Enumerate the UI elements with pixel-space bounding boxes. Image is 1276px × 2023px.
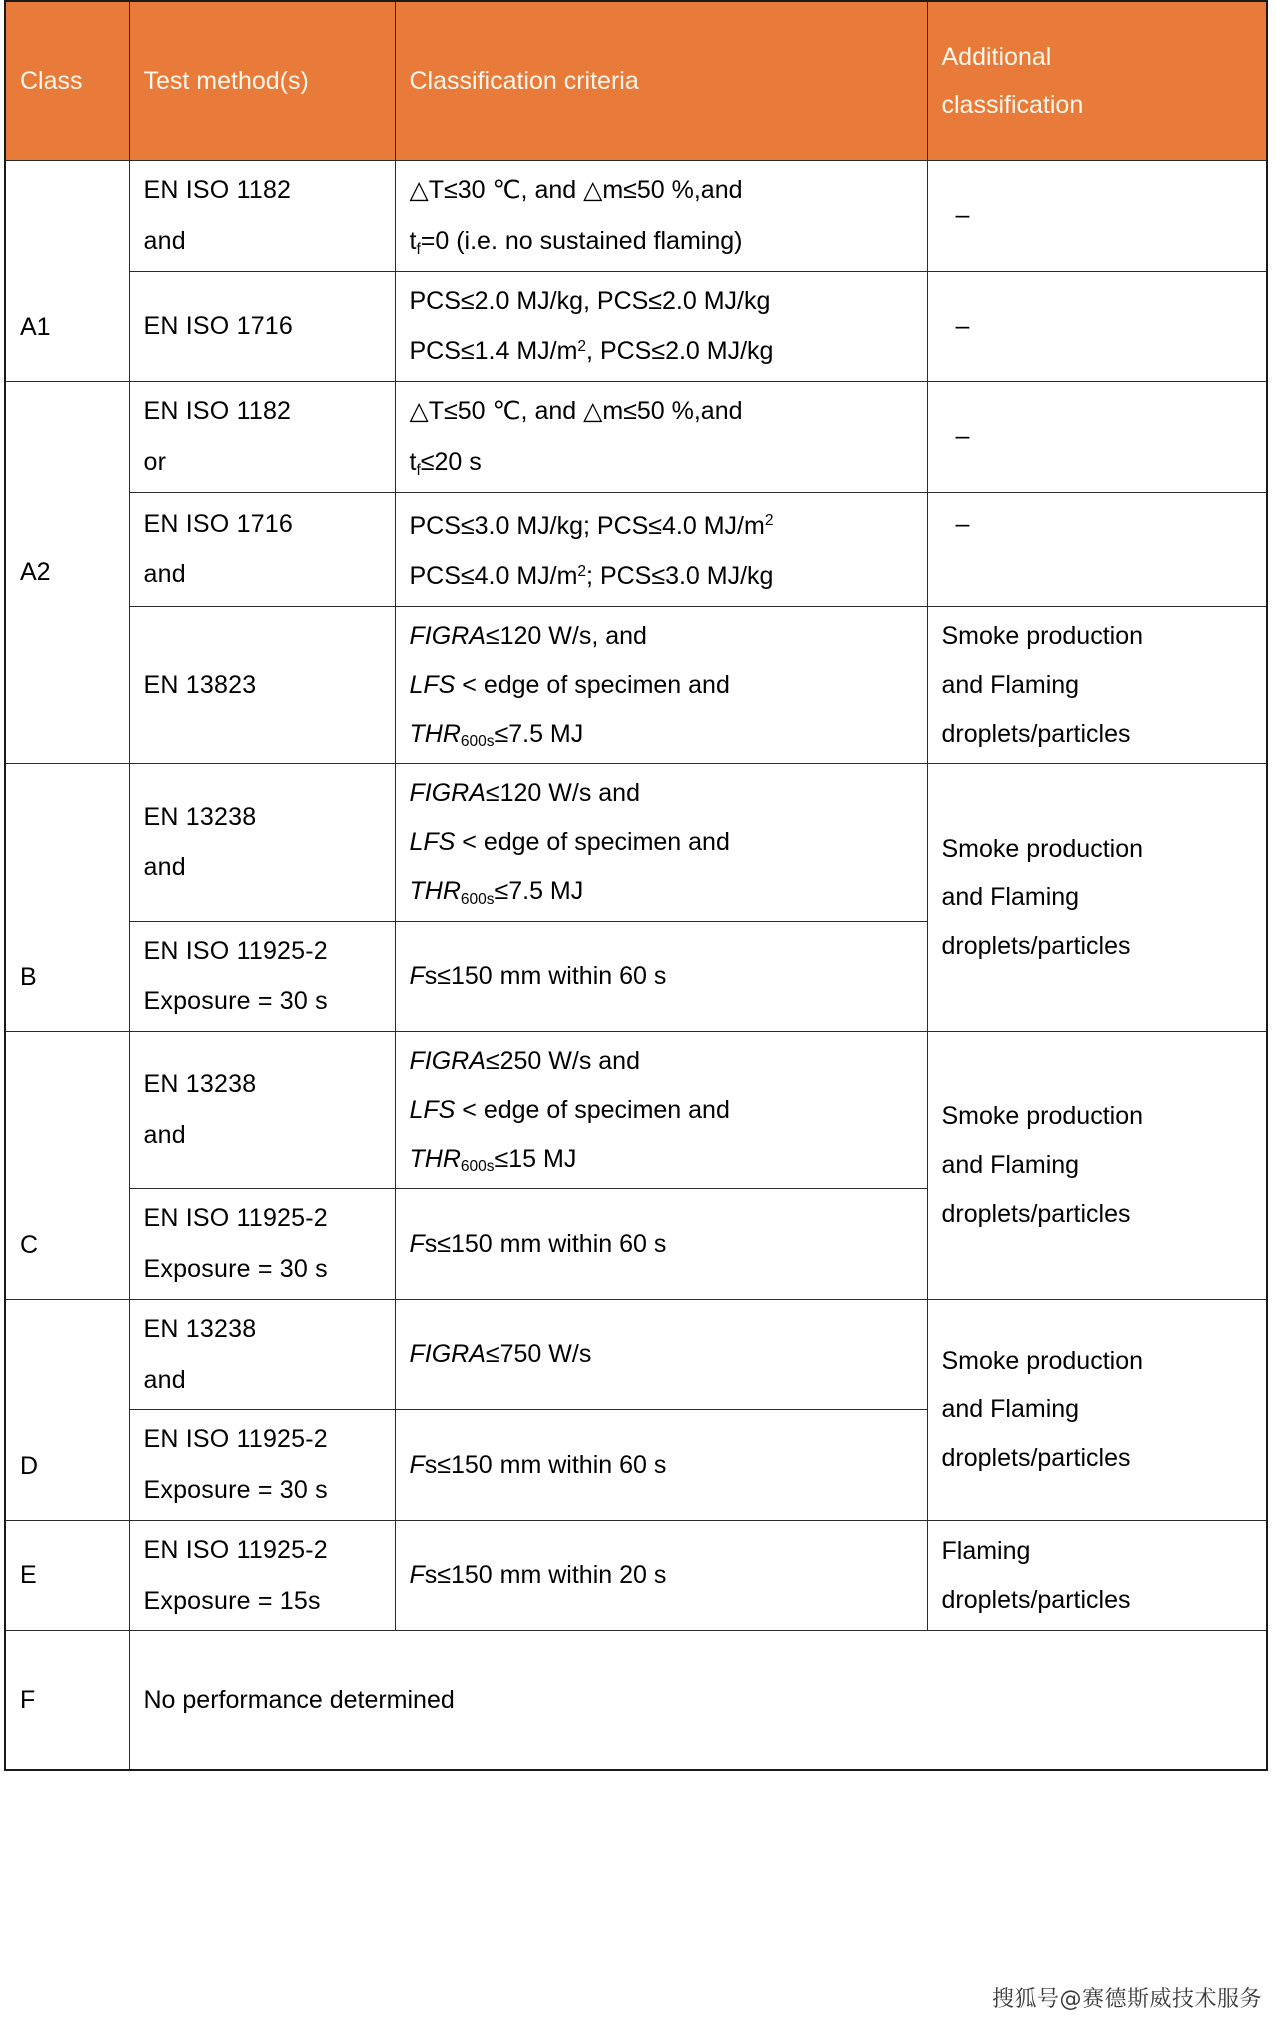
test-method-cell	[129, 1520, 395, 1631]
method-line: and	[143, 853, 186, 882]
test-method-cell	[129, 492, 395, 607]
test-method-cell	[129, 1189, 395, 1300]
additional-line: Smoke production	[941, 622, 1144, 650]
class-label-e: E	[5, 1520, 129, 1631]
additional-line: Smoke production	[941, 834, 1144, 863]
criteria-cell	[395, 764, 927, 921]
criteria-line: Fs≤150 mm within 60 s	[409, 961, 667, 990]
method-line: Exposure = 30 s	[143, 1476, 328, 1504]
criteria-line: $t_f=0$ (i.e. no sustained flaming)	[409, 226, 743, 258]
method-line: Exposure = 30 s	[143, 1255, 328, 1283]
method-line: EN 13238	[143, 1070, 257, 1099]
criteria-cell	[395, 161, 927, 272]
criteria-cell	[395, 1189, 927, 1300]
criteria-cell	[395, 921, 927, 1032]
method-line: or	[143, 447, 167, 476]
additional-line: droplets/particles	[941, 1199, 1131, 1228]
criteria-line: LFS < edge of specimen and	[409, 1095, 730, 1124]
method-line: EN ISO 1716	[143, 509, 294, 538]
additional-line: and Flaming	[941, 670, 1080, 699]
additional-line: droplets/particles	[941, 932, 1131, 960]
criteria-line: FIGRA≤250 W/s and	[409, 1047, 640, 1075]
criteria-line: FIGRA≤120 W/s, and	[409, 622, 647, 650]
class-label-b: B	[5, 764, 129, 1032]
additional-line: droplets/particles	[941, 1444, 1131, 1473]
table-row	[5, 271, 1267, 382]
test-method-cell	[129, 271, 395, 382]
criteria-line: PCS≤3.0 MJ/kg; PCS≤4.0 $MJ/m^2$	[409, 511, 774, 540]
additional-classification-cell	[927, 764, 1267, 1032]
table-row	[5, 382, 1267, 493]
additional-classification-cell: –	[927, 382, 1267, 493]
no-performance-determined-cell: No performance determined	[129, 1631, 1267, 1771]
criteria-line: LFS < edge of specimen and	[409, 670, 730, 699]
criteria-cell	[395, 1032, 927, 1189]
table-row	[5, 1520, 1267, 1631]
table-row	[5, 492, 1267, 607]
method-line: EN ISO 1716	[143, 311, 294, 340]
header-classification-criteria: Classification criteria	[395, 1, 927, 161]
table-body	[5, 161, 1267, 1771]
additional-classification-cell	[927, 1299, 1267, 1520]
additional-classification-cell	[927, 607, 1267, 764]
method-line: EN 13823	[143, 670, 257, 699]
criteria-cell	[395, 271, 927, 382]
criteria-line: FIGRA≤120 W/s and	[409, 779, 640, 808]
test-method-cell	[129, 1410, 395, 1521]
additional-classification-cell: –	[927, 492, 1267, 607]
criteria-line: △T≤30 ℃, and △m≤50 %,and	[409, 176, 743, 204]
method-line: EN ISO 1182	[143, 176, 292, 204]
additional-line: and Flaming	[941, 1151, 1080, 1179]
criteria-line: $t_f\le 20$ s	[409, 447, 482, 479]
criteria-cell	[395, 1299, 927, 1410]
criteria-line: Fs≤150 mm within 20 s	[409, 1561, 667, 1590]
method-line: EN ISO 11925-2	[143, 1204, 328, 1233]
criteria-cell	[395, 382, 927, 493]
table-row	[5, 1631, 1267, 1771]
table-row	[5, 764, 1267, 921]
method-line: and	[143, 226, 186, 255]
additional-classification-cell	[927, 1032, 1267, 1300]
class-label-c: C	[5, 1032, 129, 1300]
method-line: Exposure = 30 s	[143, 987, 328, 1016]
header-additional-classification	[927, 1, 1267, 161]
criteria-line: Fs≤150 mm within 60 s	[409, 1450, 667, 1479]
additional-line: Flaming	[941, 1536, 1031, 1565]
method-line: EN ISO 11925-2	[143, 936, 328, 965]
class-label-a2: A2	[5, 382, 129, 764]
method-line: EN ISO 1182	[143, 397, 292, 425]
criteria-cell	[395, 1520, 927, 1631]
criteria-line: $THR_{600s}\le 7.5$ MJ	[409, 876, 584, 908]
additional-line: droplets/particles	[941, 719, 1131, 748]
criteria-line: Fs≤150 mm within 60 s	[409, 1229, 667, 1258]
additional-line: Smoke production	[941, 1346, 1144, 1375]
test-method-cell	[129, 764, 395, 921]
test-method-cell	[129, 382, 395, 493]
criteria-line: LFS < edge of specimen and	[409, 828, 730, 856]
header-test-method: Test method(s)	[129, 1, 395, 161]
class-label-d: D	[5, 1299, 129, 1520]
criteria-cell	[395, 607, 927, 764]
criteria-cell	[395, 1410, 927, 1521]
table-row	[5, 607, 1267, 764]
method-line: EN ISO 11925-2	[143, 1535, 328, 1564]
criteria-line: PCS≤1.4 $MJ/m^2$, PCS≤2.0 MJ/kg	[409, 337, 774, 366]
method-line: and	[143, 1365, 186, 1394]
criteria-cell	[395, 492, 927, 607]
table-row	[5, 1299, 1267, 1410]
test-method-cell	[129, 1032, 395, 1189]
table-row	[5, 161, 1267, 272]
header-additional-line-2: classification	[941, 91, 1084, 119]
additional-classification-cell: –	[927, 161, 1267, 272]
additional-classification-cell	[927, 1520, 1267, 1631]
class-label-a1: A1	[5, 161, 129, 382]
test-method-cell	[129, 161, 395, 272]
additional-classification-cell: –	[927, 271, 1267, 382]
header-row	[5, 1, 1267, 161]
method-line: and	[143, 560, 186, 589]
additional-line: Smoke production	[941, 1102, 1144, 1131]
class-label-f: F	[5, 1631, 129, 1771]
test-method-cell	[129, 921, 395, 1032]
method-line: EN 13238	[143, 802, 257, 831]
additional-line: and Flaming	[941, 1395, 1080, 1424]
additional-line: droplets/particles	[941, 1585, 1131, 1614]
criteria-line: $THR_{600s}\le 15$ MJ	[409, 1144, 577, 1176]
criteria-line: △T≤50 ℃, and △m≤50 %,and	[409, 397, 743, 425]
method-line: and	[143, 1121, 186, 1150]
table-header	[5, 1, 1267, 161]
fire-classification-table	[4, 0, 1268, 1771]
test-method-cell	[129, 607, 395, 764]
criteria-line: PCS≤2.0 MJ/kg, PCS≤2.0 MJ/kg	[409, 286, 771, 315]
watermark-text: 搜狐号@赛德斯威技术服务	[991, 1987, 1262, 2012]
header-class: Class	[5, 1, 129, 161]
criteria-line: FIGRA≤750 W/s	[409, 1340, 592, 1369]
method-line: EN ISO 11925-2	[143, 1425, 328, 1454]
test-method-cell	[129, 1299, 395, 1410]
criteria-line: PCS≤4.0 $MJ/m^2$; PCS≤3.0 MJ/kg	[409, 562, 774, 591]
method-line: Exposure = 15s	[143, 1586, 321, 1615]
criteria-line: $THR_{600s}\le 7.5$ MJ	[409, 719, 584, 751]
table-row	[5, 1032, 1267, 1189]
header-additional-line-1: Additional	[941, 42, 1052, 71]
method-line: EN 13238	[143, 1314, 257, 1343]
additional-line: and Flaming	[941, 883, 1080, 912]
